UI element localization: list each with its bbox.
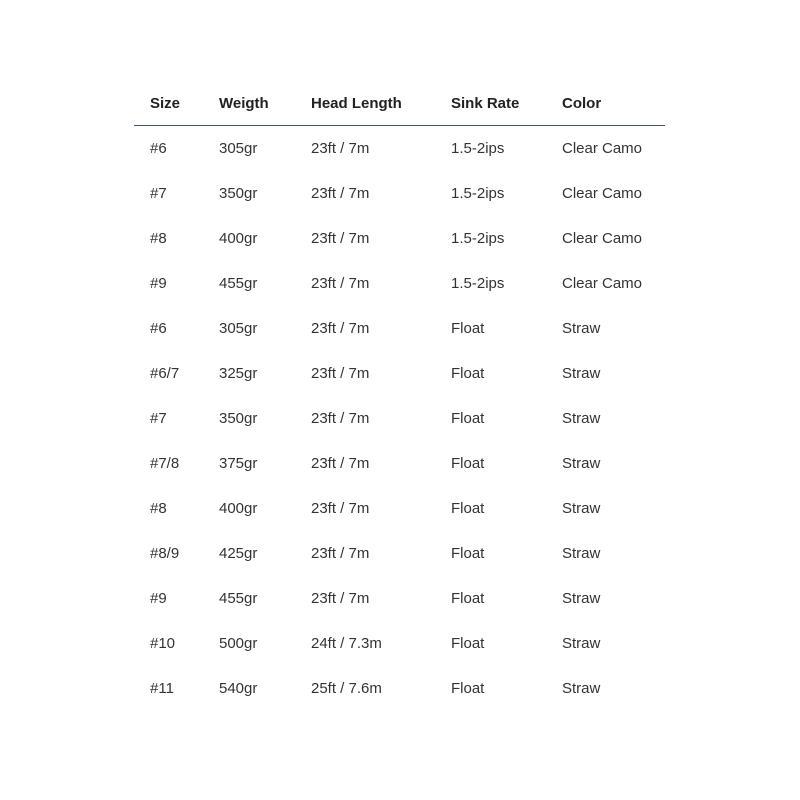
- header-size: Size: [134, 82, 203, 126]
- cell-head-length: 23ft / 7m: [311, 500, 370, 517]
- cell-size: #6: [150, 320, 167, 337]
- table-row: [134, 126, 665, 172]
- cell-sink-rate: Float: [451, 680, 485, 697]
- cell-sink-rate: Float: [451, 590, 485, 607]
- cell-color: Straw: [562, 590, 601, 607]
- cell-sink-rate: Float: [451, 320, 485, 337]
- table-row: [134, 531, 665, 576]
- cell-color: Straw: [562, 680, 601, 697]
- cell-weight: 375gr: [219, 455, 258, 472]
- header-color: Color: [546, 82, 665, 126]
- cell-size: #8/9: [150, 545, 180, 562]
- cell-head-length: 23ft / 7m: [311, 365, 370, 382]
- cell-color: Clear Camo: [562, 185, 643, 202]
- cell-weight: 540gr: [219, 680, 258, 697]
- cell-sink-rate: 1.5-2ips: [451, 230, 505, 247]
- table-body: [134, 126, 665, 712]
- cell-head-length: 23ft / 7m: [311, 185, 370, 202]
- cell-color: Straw: [562, 410, 601, 427]
- cell-head-length: 23ft / 7m: [311, 455, 370, 472]
- cell-color: Straw: [562, 455, 601, 472]
- cell-weight: 500gr: [219, 635, 258, 652]
- cell-weight: 455gr: [219, 590, 258, 607]
- table-row: [134, 306, 665, 351]
- cell-weight: 325gr: [219, 365, 258, 382]
- cell-color: Straw: [562, 320, 601, 337]
- cell-size: #7: [150, 410, 167, 427]
- cell-sink-rate: Float: [451, 455, 485, 472]
- table-row: [134, 351, 665, 396]
- cell-size: #6: [150, 140, 167, 157]
- cell-weight: 305gr: [219, 320, 258, 337]
- cell-head-length: 24ft / 7.3m: [311, 635, 382, 652]
- cell-size: #11: [150, 680, 174, 697]
- table-row: [134, 621, 665, 666]
- cell-size: #9: [150, 590, 167, 607]
- cell-color: Straw: [562, 545, 601, 562]
- table-row: [134, 261, 665, 306]
- header-weight: Weigth: [203, 82, 295, 126]
- table-row: [134, 441, 665, 486]
- cell-head-length: 25ft / 7.6m: [311, 680, 382, 697]
- cell-color: Clear Camo: [562, 140, 643, 157]
- cell-size: #8: [150, 500, 167, 517]
- table-row: [134, 396, 665, 441]
- header-sink-rate: Sink Rate: [435, 82, 546, 126]
- cell-head-length: 23ft / 7m: [311, 320, 370, 337]
- cell-head-length: 23ft / 7m: [311, 410, 370, 427]
- cell-sink-rate: Float: [451, 365, 485, 382]
- cell-weight: 350gr: [219, 410, 258, 427]
- cell-weight: 350gr: [219, 185, 258, 202]
- cell-weight: 400gr: [219, 230, 258, 247]
- line-spec-table: [134, 82, 665, 711]
- table-row: [134, 216, 665, 261]
- cell-size: #7: [150, 185, 167, 202]
- cell-weight: 305gr: [219, 140, 258, 157]
- cell-size: #6/7: [150, 365, 180, 382]
- cell-color: Straw: [562, 635, 601, 652]
- cell-weight: 400gr: [219, 500, 258, 517]
- cell-size: #9: [150, 275, 167, 292]
- cell-sink-rate: Float: [451, 500, 485, 517]
- cell-size: #10: [150, 635, 176, 652]
- cell-sink-rate: 1.5-2ips: [451, 185, 505, 202]
- cell-color: Straw: [562, 500, 601, 517]
- table-row: [134, 576, 665, 621]
- cell-weight: 425gr: [219, 545, 258, 562]
- table-header-row: [134, 82, 665, 126]
- cell-color: Straw: [562, 365, 601, 382]
- cell-color: Clear Camo: [562, 275, 643, 292]
- cell-head-length: 23ft / 7m: [311, 545, 370, 562]
- cell-sink-rate: 1.5-2ips: [451, 140, 505, 157]
- table-row: [134, 666, 665, 711]
- cell-head-length: 23ft / 7m: [311, 230, 370, 247]
- cell-head-length: 23ft / 7m: [311, 275, 370, 292]
- table-row: [134, 171, 665, 216]
- cell-head-length: 23ft / 7m: [311, 590, 370, 607]
- cell-sink-rate: 1.5-2ips: [451, 275, 505, 292]
- cell-sink-rate: Float: [451, 545, 485, 562]
- cell-sink-rate: Float: [451, 635, 485, 652]
- cell-size: #8: [150, 230, 167, 247]
- cell-color: Clear Camo: [562, 230, 643, 247]
- cell-size: #7/8: [150, 455, 180, 472]
- header-head-length: Head Length: [295, 82, 435, 126]
- cell-sink-rate: Float: [451, 410, 485, 427]
- cell-weight: 455gr: [219, 275, 258, 292]
- cell-head-length: 23ft / 7m: [311, 140, 370, 157]
- table-row: [134, 486, 665, 531]
